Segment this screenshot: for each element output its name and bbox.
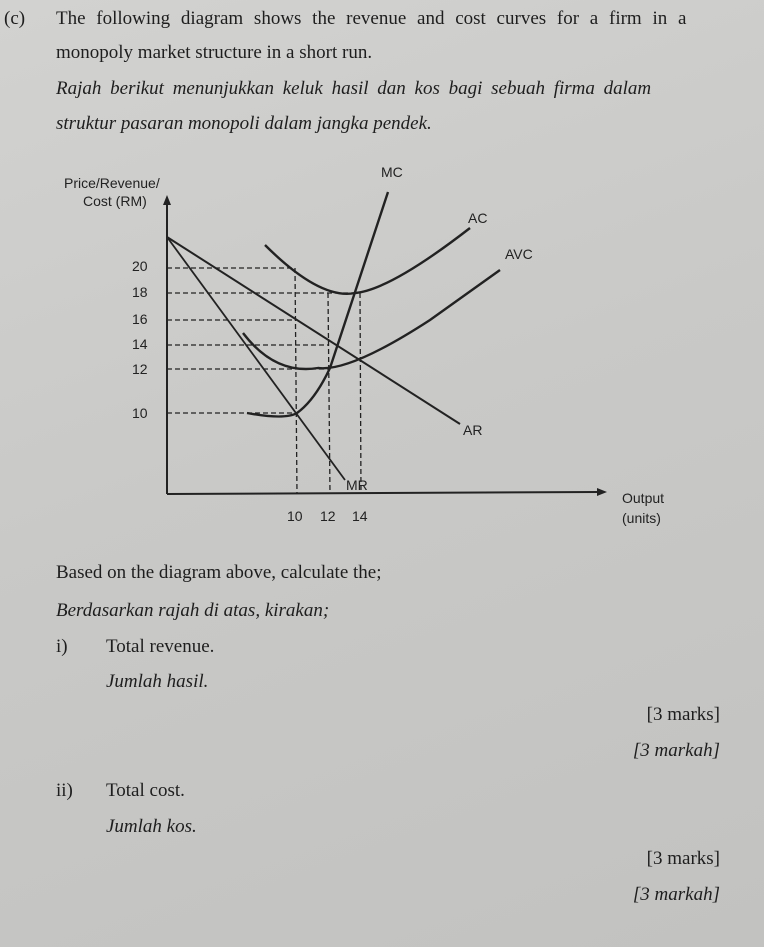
x-axis-arrow-icon	[597, 488, 607, 496]
y-axis-arrow-icon	[163, 195, 171, 205]
ar-label: AR	[463, 422, 483, 438]
x-tick-12: 12	[320, 508, 336, 524]
x-axis-label-1: Output	[622, 490, 665, 506]
mc-label: MC	[381, 164, 403, 180]
part-i-text-en: Total revenue.	[106, 636, 215, 657]
question-text-en-2: monopoly market structure in a short run.	[56, 42, 373, 63]
mr-curve	[167, 237, 345, 480]
marks-word: [3 markah]	[632, 740, 720, 761]
question-label: (c)	[4, 8, 26, 29]
mr-label: MR	[346, 477, 368, 493]
part-ii-text-en: Total cost.	[106, 780, 185, 801]
y-tick-16: 16	[132, 311, 148, 327]
y-tick-20: 20	[132, 258, 148, 274]
part-ii-marks-en: [3 marks]	[646, 848, 720, 869]
part-ii-number: ii)	[56, 780, 73, 801]
y-axis-label-2: Cost (RM)	[83, 193, 147, 209]
y-tick-10: 10	[132, 405, 148, 421]
instruction-en: Based on the diagram above, calculate the;	[56, 562, 382, 583]
mc-curve	[247, 192, 388, 417]
question-text-en-1: The following diagram shows the revenue and cost curves for a firm in a	[56, 8, 687, 29]
avc-label: AVC	[505, 246, 533, 262]
part-i-marks-en: [3 marks]	[646, 704, 720, 725]
part-i-number: i)	[56, 636, 68, 657]
part-ii-text-ms: Jumlah kos.	[106, 816, 197, 837]
guide-lines	[167, 268, 361, 494]
part-ii-marks-ms: [3 markah]	[632, 884, 720, 905]
ac-label: AC	[468, 210, 488, 226]
x-axis-label-2: (units)	[622, 510, 661, 526]
question-text-ms-2: struktur pasaran monopoli dalam jangka pendek.	[56, 113, 432, 134]
x-tick-14: 14	[352, 508, 368, 524]
question-text-ms-1: Rajah berikut menunjukkan keluk hasil dan kos bagi sebuah firma dalam	[56, 78, 652, 99]
y-tick-12: 12	[132, 361, 148, 377]
y-tick-14: 14	[132, 336, 148, 352]
ac-curve	[265, 228, 470, 294]
y-axis-label-1: Price/Revenue/	[64, 175, 160, 191]
part-i-marks-ms	[633, 740, 720, 762]
part-i-text-ms: Jumlah hasil.	[106, 671, 209, 692]
x-tick-10: 10	[287, 508, 303, 524]
y-tick-18: 18	[132, 284, 148, 300]
instruction-ms: Berdasarkan rajah di atas, kirakan;	[56, 600, 330, 621]
x-axis	[167, 492, 600, 494]
